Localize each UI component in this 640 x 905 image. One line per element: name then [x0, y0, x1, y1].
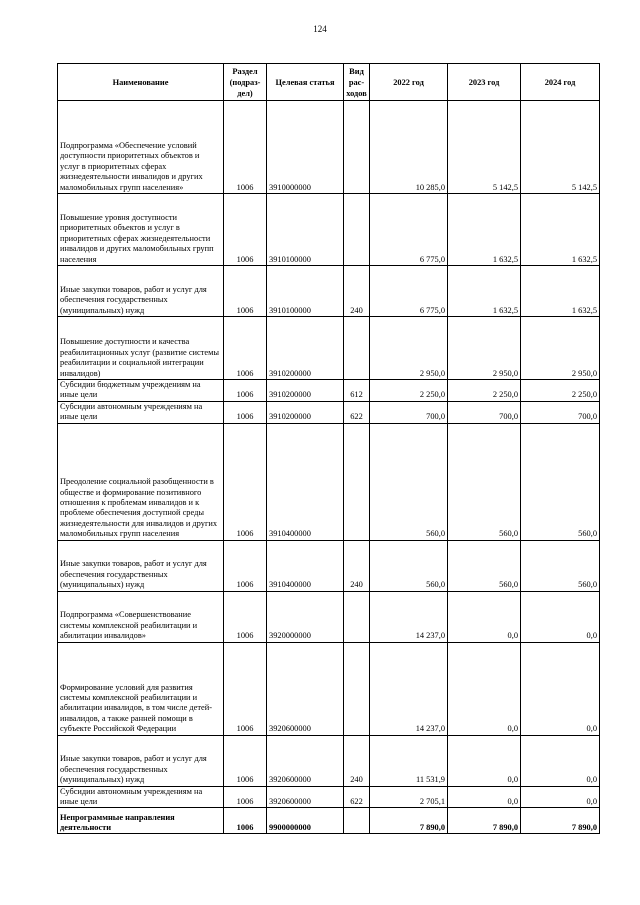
row-target: 3910100000 — [267, 266, 344, 317]
row-target: 3920600000 — [267, 786, 344, 808]
row-target: 3910200000 — [267, 317, 344, 380]
row-target: 3910200000 — [267, 401, 344, 423]
table-row — [58, 642, 600, 735]
row-expense-type — [344, 423, 370, 540]
row-2024: 560,0 — [521, 540, 600, 591]
row-2024: 1 632,5 — [521, 266, 600, 317]
row-2023: 0,0 — [448, 786, 521, 808]
row-expense-type: 240 — [344, 540, 370, 591]
table-row — [58, 540, 600, 591]
table-row — [58, 401, 600, 423]
row-name: Подпрограмма «Обеспечение условий доступности приоритетных объектов и услуг в приоритетных сферах жизнедеятельности инвалидов и других маломобильных групп населения» — [58, 101, 224, 194]
row-name: Иные закупки товаров, работ и услуг для обеспечения государственных (муниципальных) нужд — [58, 266, 224, 317]
row-target: 3920600000 — [267, 735, 344, 786]
row-expense-type: 622 — [344, 786, 370, 808]
row-target: 3910000000 — [267, 101, 344, 194]
header-2022: 2022 год — [370, 64, 448, 101]
table-row — [58, 423, 600, 540]
row-2024: 0,0 — [521, 642, 600, 735]
row-2023: 0,0 — [448, 591, 521, 642]
row-2022: 2 705,1 — [370, 786, 448, 808]
row-name: Субсидии бюджетным учреждениям на иные цели — [58, 380, 224, 402]
row-target: 3910200000 — [267, 380, 344, 402]
table-row — [58, 380, 600, 402]
row-expense-type — [344, 808, 370, 834]
row-name: Повышение доступности и качества реабилитационных услуг (развитие системы реабилитации и социальной интеграции инвалидов) — [58, 317, 224, 380]
row-section: 1006 — [224, 808, 267, 834]
row-expense-type: 612 — [344, 380, 370, 402]
row-name: Подпрограмма «Совершенствование системы комплексной реабилитации и абилитации инвалидов» — [58, 591, 224, 642]
budget-table — [57, 63, 600, 834]
row-target: 9900000000 — [267, 808, 344, 834]
row-2023: 700,0 — [448, 401, 521, 423]
row-target: 3920000000 — [267, 591, 344, 642]
row-2024: 0,0 — [521, 786, 600, 808]
table-row — [58, 735, 600, 786]
header-name: Наименование — [58, 64, 224, 101]
row-2022: 560,0 — [370, 540, 448, 591]
header-2023: 2023 год — [448, 64, 521, 101]
table-row — [58, 266, 600, 317]
row-2022: 6 775,0 — [370, 194, 448, 266]
row-expense-type — [344, 317, 370, 380]
row-2023: 0,0 — [448, 735, 521, 786]
row-section: 1006 — [224, 317, 267, 380]
row-name: Субсидии автономным учреждениям на иные цели — [58, 786, 224, 808]
row-2024: 5 142,5 — [521, 101, 600, 194]
row-2022: 14 237,0 — [370, 591, 448, 642]
row-name: Иные закупки товаров, работ и услуг для обеспечения государственных (муниципальных) нужд — [58, 735, 224, 786]
row-section: 1006 — [224, 786, 267, 808]
row-2024: 0,0 — [521, 591, 600, 642]
row-2023: 2 250,0 — [448, 380, 521, 402]
row-2024: 1 632,5 — [521, 194, 600, 266]
row-2024: 2 250,0 — [521, 380, 600, 402]
row-2022: 2 950,0 — [370, 317, 448, 380]
row-2022: 10 285,0 — [370, 101, 448, 194]
row-2023: 0,0 — [448, 642, 521, 735]
row-2023: 5 142,5 — [448, 101, 521, 194]
table-row — [58, 317, 600, 380]
header-target: Целевая статья — [267, 64, 344, 101]
row-expense-type: 240 — [344, 266, 370, 317]
row-2024: 0,0 — [521, 735, 600, 786]
header-expense-type: Вид рас-ходов — [344, 64, 370, 101]
table-row — [58, 786, 600, 808]
row-2022: 11 531,9 — [370, 735, 448, 786]
table-row — [58, 194, 600, 266]
row-2022: 7 890,0 — [370, 808, 448, 834]
row-section: 1006 — [224, 540, 267, 591]
row-2024: 560,0 — [521, 423, 600, 540]
row-name: Повышение уровня доступности приоритетных объектов и услуг в приоритетных сферах жизнедеятельности инвалидов и других маломобильных групп населения — [58, 194, 224, 266]
row-2023: 560,0 — [448, 423, 521, 540]
table-row — [58, 808, 600, 834]
row-expense-type — [344, 591, 370, 642]
row-expense-type: 240 — [344, 735, 370, 786]
row-name: Субсидии автономным учреждениям на иные цели — [58, 401, 224, 423]
row-section: 1006 — [224, 735, 267, 786]
row-2022: 6 775,0 — [370, 266, 448, 317]
row-section: 1006 — [224, 194, 267, 266]
table-header-row — [58, 64, 600, 101]
row-expense-type: 622 — [344, 401, 370, 423]
row-section: 1006 — [224, 266, 267, 317]
row-2022: 700,0 — [370, 401, 448, 423]
row-2023: 1 632,5 — [448, 266, 521, 317]
header-section: Раздел (подраз-дел) — [224, 64, 267, 101]
row-name: Преодоление социальной разобщенности в обществе и формирование позитивного отношения к проблемам инвалидов и к проблеме обеспечения доступной среды жизнедеятельности для инвалидов и других маломобильных групп населения — [58, 423, 224, 540]
row-section: 1006 — [224, 101, 267, 194]
row-target: 3910400000 — [267, 423, 344, 540]
row-expense-type — [344, 194, 370, 266]
row-2022: 560,0 — [370, 423, 448, 540]
row-2023: 2 950,0 — [448, 317, 521, 380]
row-section: 1006 — [224, 401, 267, 423]
row-2023: 560,0 — [448, 540, 521, 591]
row-2023: 7 890,0 — [448, 808, 521, 834]
row-section: 1006 — [224, 380, 267, 402]
row-expense-type — [344, 642, 370, 735]
row-2023: 1 632,5 — [448, 194, 521, 266]
row-2022: 14 237,0 — [370, 642, 448, 735]
page-number: 124 — [313, 24, 327, 34]
row-2024: 7 890,0 — [521, 808, 600, 834]
row-name: Формирование условий для развития системы комплексной реабилитации и абилитации инвалидов, в том числе детей-инвалидов, а также ранней помощи в субъекте Российской Федерации — [58, 642, 224, 735]
row-section: 1006 — [224, 642, 267, 735]
row-section: 1006 — [224, 423, 267, 540]
row-2024: 700,0 — [521, 401, 600, 423]
row-name: Иные закупки товаров, работ и услуг для обеспечения государственных (муниципальных) нужд — [58, 540, 224, 591]
header-2024: 2024 год — [521, 64, 600, 101]
row-2022: 2 250,0 — [370, 380, 448, 402]
row-2024: 2 950,0 — [521, 317, 600, 380]
row-name: Непрограммные направления деятельности — [58, 808, 224, 834]
row-target: 3920600000 — [267, 642, 344, 735]
row-section: 1006 — [224, 591, 267, 642]
row-target: 3910100000 — [267, 194, 344, 266]
table-row — [58, 591, 600, 642]
row-expense-type — [344, 101, 370, 194]
table-row — [58, 101, 600, 194]
row-target: 3910400000 — [267, 540, 344, 591]
